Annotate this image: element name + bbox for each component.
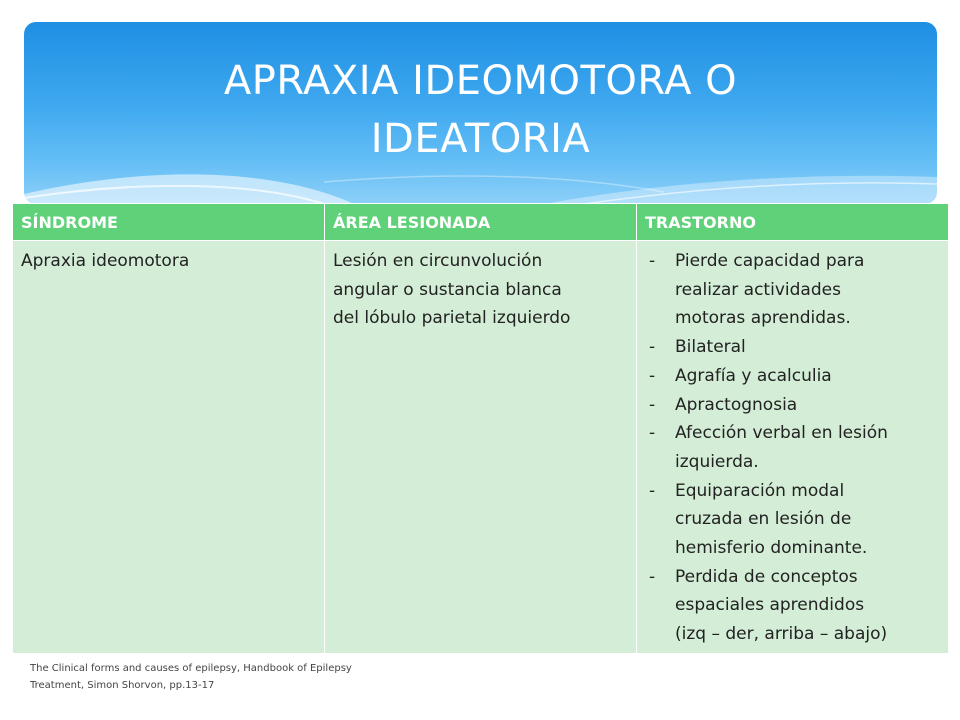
cell-disorder (637, 241, 949, 654)
list-item (645, 563, 940, 649)
symptom-line: (izq – der, arriba – abajo) (675, 624, 888, 645)
symptom-line: hemisferio dominante. (675, 538, 868, 559)
dash-bullet: - (649, 394, 656, 415)
list-item (645, 419, 940, 476)
dash-bullet: - (649, 480, 656, 501)
symptom-line: Equiparación modal (675, 480, 845, 501)
header-area: ÁREA LESIONADA (325, 204, 637, 241)
syndrome-name: Apraxia ideomotora (21, 251, 190, 271)
header-syndrome: SÍNDROME (13, 204, 325, 241)
symptom-line: cruzada en lesión de (675, 509, 852, 530)
citation-footnote (30, 660, 410, 694)
citation-line-1: The Clinical forms and causes of epilepsy, Handbook of Epilepsy (30, 663, 352, 674)
symptom-line: Afección verbal en lesión (675, 423, 888, 444)
dash-bullet: - (649, 251, 656, 271)
dash-bullet: - (649, 566, 656, 587)
title-line-2: IDEATORIA (370, 116, 591, 162)
page-title (24, 52, 937, 168)
symptom-line: realizar actividades (675, 279, 841, 300)
symptom-list (645, 247, 940, 649)
area-line: Lesión en circunvolución (333, 251, 543, 271)
symptom-line: Bilateral (675, 337, 746, 358)
list-item (645, 247, 940, 333)
title-line-1: APRAXIA IDEOMOTORA O (223, 58, 738, 104)
cell-syndrome (13, 241, 325, 654)
symptom-line: espaciales aprendidos (675, 595, 865, 616)
symptom-line: Pierde capacidad para (675, 251, 865, 271)
table-row (13, 241, 949, 654)
area-line: angular o sustancia blanca (333, 279, 562, 300)
cell-area (325, 241, 637, 654)
symptom-line: Perdida de conceptos (675, 566, 858, 587)
list-item (645, 362, 940, 391)
list-item (645, 477, 940, 563)
area-line: del lóbulo parietal izquierdo (333, 308, 571, 329)
citation-line-2: Treatment, Simon Shorvon, pp.13-17 (30, 680, 215, 691)
syndrome-table (12, 203, 949, 654)
dash-bullet: - (649, 423, 656, 444)
symptom-line: motoras aprendidas. (675, 308, 851, 329)
dash-bullet: - (649, 337, 656, 358)
dash-bullet: - (649, 365, 656, 386)
title-banner (24, 22, 937, 204)
symptom-line: izquierda. (675, 451, 759, 472)
symptom-line: Apractognosia (675, 394, 798, 415)
symptom-line: Agrafía y acalculia (675, 365, 832, 386)
list-item (645, 333, 940, 362)
table-header-row (13, 204, 949, 241)
syndrome-table-container (12, 203, 948, 654)
header-disorder: TRASTORNO (637, 204, 949, 241)
list-item (645, 391, 940, 420)
